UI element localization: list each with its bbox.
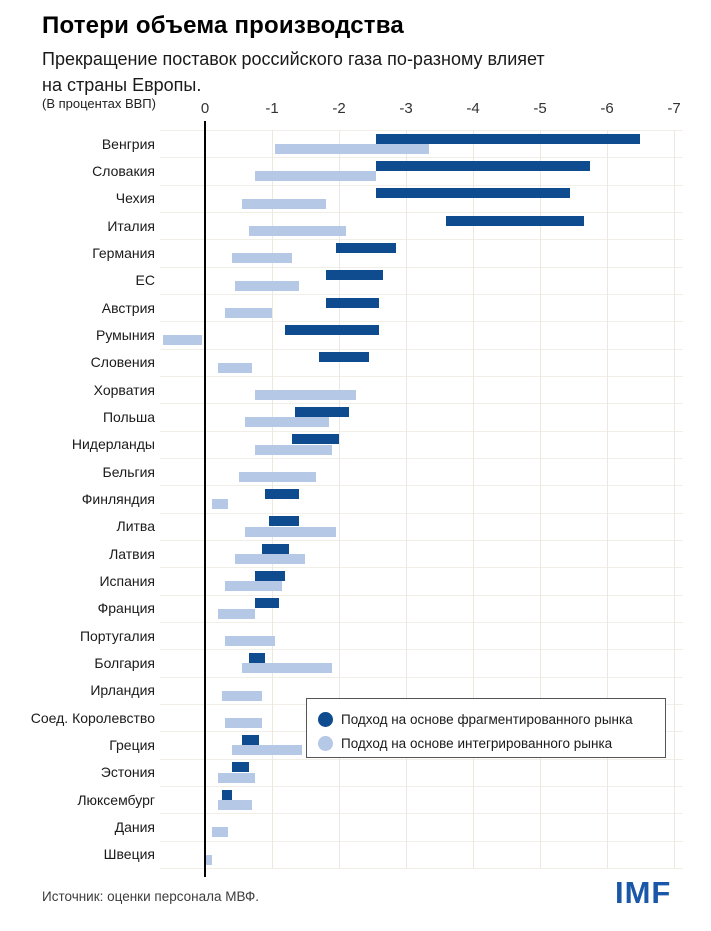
bar-fragmented [326, 270, 383, 280]
gridline [272, 130, 273, 868]
country-label: Хорватия [93, 381, 155, 398]
legend-item-fragmented [318, 708, 665, 730]
row-separator [160, 239, 683, 240]
country-label: Соед. Королевство [30, 709, 155, 726]
legend-dot-fragmented-icon [318, 712, 333, 727]
bar-integrated [225, 718, 262, 728]
bar-fragmented [446, 216, 583, 226]
subtitle-line-1: Прекращение поставок российского газа по-разному влияет [42, 49, 545, 69]
country-label: Польша [102, 409, 155, 425]
row-separator [160, 130, 683, 131]
axis-tick-label: -2 [332, 100, 346, 117]
subtitle-line-2: на страны Европы. [42, 75, 202, 95]
bar-integrated [212, 827, 229, 837]
legend-item-integrated [318, 732, 665, 754]
gridline [674, 130, 675, 868]
bar-integrated [239, 472, 316, 482]
country-label: Словакия [92, 163, 155, 179]
bar-integrated [249, 226, 346, 236]
chart-subtitle [42, 46, 545, 98]
bar-fragmented [242, 735, 259, 745]
bar-integrated [232, 253, 292, 263]
bar-integrated [225, 308, 272, 318]
country-label: Дания [114, 819, 155, 835]
bar-integrated [235, 281, 299, 291]
row-separator [160, 185, 683, 186]
bar-fragmented [255, 598, 278, 608]
axis-tick-label: -6 [600, 100, 614, 117]
country-label: Франция [97, 600, 155, 617]
country-label: Испания [99, 573, 155, 589]
row-separator [160, 841, 683, 842]
bar-integrated [255, 445, 332, 455]
country-label: Ирландия [90, 682, 155, 699]
axis-tick-label: -5 [533, 100, 547, 117]
bar-integrated [255, 171, 376, 181]
row-separator [160, 294, 683, 295]
bar-integrated [218, 773, 255, 783]
country-label: Венгрия [101, 135, 155, 152]
row-separator [160, 376, 683, 377]
country-label: Люксембург [77, 791, 155, 808]
bar-fragmented [265, 489, 299, 499]
country-label: Словения [90, 354, 155, 371]
bar-fragmented [292, 434, 339, 444]
row-separator [160, 786, 683, 787]
bar-fragmented [326, 298, 380, 308]
bar-integrated [232, 745, 302, 755]
bar-integrated [218, 363, 252, 373]
bar-fragmented [222, 790, 232, 800]
bar-fragmented [336, 243, 396, 253]
row-separator [160, 649, 683, 650]
source-note: Источник: оценки персонала МВФ. [42, 889, 260, 904]
country-label: Германия [92, 245, 155, 261]
row-separator [160, 431, 683, 432]
axis-tick-label: -4 [466, 100, 480, 117]
bar-fragmented [262, 544, 289, 554]
row-separator [160, 349, 683, 350]
bar-integrated [275, 144, 429, 154]
row-separator [160, 677, 683, 678]
row-separator [160, 813, 683, 814]
row-separator [160, 157, 683, 158]
bar-integrated [245, 417, 329, 427]
row-separator [160, 759, 683, 760]
country-label: Швеция [103, 846, 155, 863]
country-label: Эстония [100, 764, 155, 781]
bar-integrated [225, 581, 282, 591]
bar-fragmented [376, 134, 641, 144]
chart-legend [306, 698, 666, 758]
legend-label-fragmented: Подход на основе фрагментированного рынка [341, 711, 633, 727]
bar-integrated [255, 390, 356, 400]
axis-tick-label: -3 [399, 100, 413, 117]
country-labels [0, 130, 155, 868]
zero-axis-line [204, 121, 206, 877]
country-label: Болгария [94, 655, 155, 671]
country-label: Нидерланды [71, 436, 155, 453]
bar-fragmented [295, 407, 349, 417]
legend-label-integrated: Подход на основе интегрированного рынка [341, 735, 613, 751]
row-separator [160, 567, 683, 568]
bar-fragmented [249, 653, 266, 663]
bar-integrated [235, 554, 305, 564]
row-separator [160, 540, 683, 541]
bar-integrated [242, 199, 326, 209]
x-axis-labels [160, 100, 683, 120]
row-separator [160, 458, 683, 459]
bar-integrated [212, 499, 229, 509]
bar-integrated [245, 527, 335, 537]
row-separator [160, 513, 683, 514]
row-separator [160, 622, 683, 623]
row-separator [160, 595, 683, 596]
country-label: Австрия [101, 299, 155, 316]
axis-tick-label: -1 [265, 100, 279, 117]
country-label: ЕС [135, 272, 155, 289]
country-label: Италия [107, 217, 155, 234]
row-separator [160, 403, 683, 404]
bar-fragmented [269, 516, 299, 526]
unit-note: (В процентах ВВП) [42, 96, 156, 111]
bar-integrated [206, 855, 211, 865]
country-label: Чехия [115, 190, 155, 207]
bar-fragmented [232, 762, 249, 772]
row-separator [160, 321, 683, 322]
row-separator [160, 868, 683, 869]
country-label: Латвия [109, 545, 155, 562]
legend-dot-integrated-icon [318, 736, 333, 751]
country-label: Португалия [79, 627, 155, 644]
bar-fragmented [376, 161, 590, 171]
axis-tick-label: 0 [200, 100, 210, 117]
bar-integrated [218, 609, 255, 619]
country-label: Греция [109, 737, 155, 753]
bar-fragmented [376, 188, 570, 198]
bar-integrated [222, 691, 262, 701]
row-separator [160, 212, 683, 213]
bar-fragmented [285, 325, 379, 335]
bar-fragmented [255, 571, 285, 581]
bar-integrated [163, 335, 202, 345]
country-label: Бельгия [102, 463, 155, 480]
imf-logo: IMF [615, 875, 672, 910]
country-label: Румыния [95, 327, 155, 343]
row-separator [160, 267, 683, 268]
axis-tick-label: -7 [667, 100, 681, 117]
row-separator [160, 485, 683, 486]
country-label: Литва [116, 518, 155, 535]
page-title: Потери объема производства [42, 12, 404, 39]
bar-integrated [225, 636, 275, 646]
bar-fragmented [319, 352, 369, 362]
country-label: Финляндия [81, 491, 155, 507]
bar-integrated [242, 663, 332, 673]
bar-integrated [218, 800, 252, 810]
